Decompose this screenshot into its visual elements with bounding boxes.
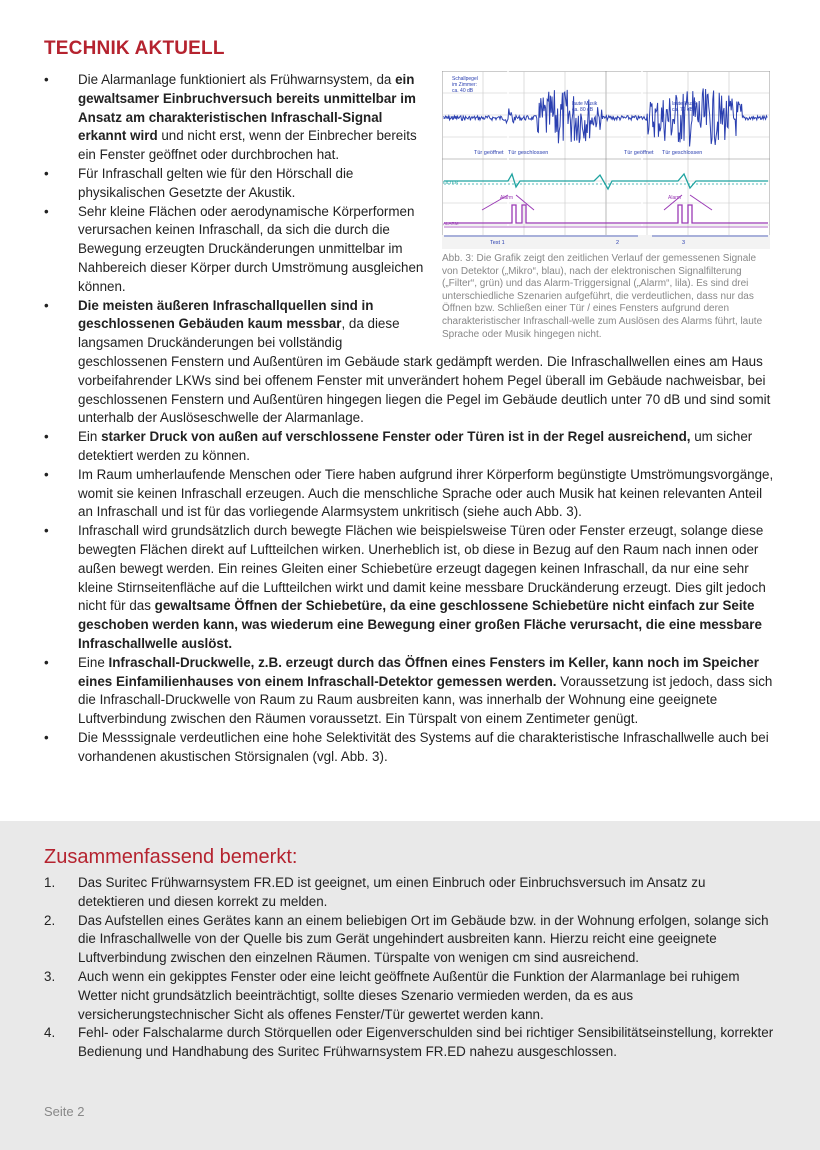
label-tuer-geschlossen-1: Tür geschlossen <box>508 150 549 156</box>
summary-item: 4. Fehl- oder Falschalarme durch Störquellen oder Eigenverschulden sind bei richtiger Sensibilitätseinstellung, korrekter Bedienung und Handhabung des Suritec Frühwarnsystem FR.ED nahezu ausgeschlossen. <box>44 1025 774 1060</box>
label-laute-musik-1: laute Musik <box>572 101 598 107</box>
bullet-list <box>44 71 774 766</box>
label-schallpegel: • Schallpegel <box>452 76 478 82</box>
list-item: • Für Infraschall gelten wie für den Hörschall die physikalischen Gesetzte der Akustik. <box>44 165 774 203</box>
label-tuer-geschlossen-2: Tür geschlossen <box>662 150 703 156</box>
label-test1: Test 1 <box>490 240 505 246</box>
label-db70: ca. 70 dB <box>672 107 694 113</box>
label-alarm-2: Alarm <box>668 195 682 201</box>
label-db40: ca. 40 dB <box>452 88 474 94</box>
label-laute-musik-2: laute Musik <box>672 101 698 107</box>
summary-item: 3. Auch wenn ein gekipptes Fenster oder eine leicht geöffnete Außentür die Funktion der Alarmanlage bei ruhigem Wetter nicht grundsätzlich beeinträchtigt, sollte dieses Szenario vermieden werden, da es aus versicherungstechnischer Sicht als offenes Fenster/Tür gewertet werden kann. <box>44 968 740 1022</box>
channel-alarm: ALARM <box>443 221 459 226</box>
list-item: • Eine Infraschall-Druckwelle, z.B. erzeugt durch das Öffnen eines Fensters im Keller, kann noch im Speicher eines Einfamilienhauses von einem Infraschall-Detektor gemessen werden. Voraussetzung ist jedoch, dass sich die Infraschall-Druckwelle von Raum zu Raum ausbreiten kann, was innerhalb der Wohnung eine geeignete Luftverbindung zwischen den Räumen voraussetzt. Ein Türspalt von einem Zentimeter genügt. <box>44 654 774 729</box>
figure-caption: Abb. 3: Die Grafik zeigt den zeitlichen Verlauf der gemessenen Signale von Detektor („Mikro“, blau), nach der elektronischen Signalfilterung („Filter“, grün) und das Alarm-Triggersignal („Alarm“, lila). Es sind drei unterschiedliche Szenarien aufgeführt, die verdeutlichen, dass nur das Öffnen bzw. Schließen einer Tür / eines Fensters aufgrund deren charakteristischer Infraschall-welle zum Auslösen des Alarms führt, laute Sprache oder Musik hingegen nicht. <box>442 253 763 340</box>
summary-title: Zusammenfassend bemerkt: <box>44 846 298 868</box>
label-test2: 2 <box>616 240 620 246</box>
list-item: • Ein starker Druck von außen auf verschlossene Fenster oder Türen ist in der Regel ausreichend, um sicher detektiert werden zu können. <box>44 428 774 466</box>
summary-list <box>44 874 774 1062</box>
list-item: • Die Messsignale verdeutlichen eine hohe Selektivität des Systems auf die charakteristische Infraschallwelle auch bei vorhandenen akustischen Störsignalen (vgl. Abb. 3). <box>44 729 774 767</box>
summary-item: 1. Das Suritec Frühwarnsystem FR.ED ist geeignet, um einen Einbruch oder Einbruchsversuch im Ansatz zu detektieren und diesen korrekt zu melden. <box>44 875 706 909</box>
channel-mikro: MIKRO <box>443 115 458 120</box>
summary-item: 2. Das Aufstellen eines Gerätes kann an einem beliebigen Ort im Gebäude bzw. in der Wohnung erfolgen, solange sich die Infraschallwelle von der Quelle bis zum Gerät ungehindert ausbreiten kann. Hierzu reicht eine geeignete Luftverbindung zwischen den einzelnen Räumen. Türspalte von wenigen cm sind ausreichend. <box>44 912 769 966</box>
page-number: Seite 2 <box>44 1104 85 1119</box>
list-item: • Sehr kleine Flächen oder aerodynamische Körperformen verursachen keinen Infraschall, da sich die durch die Bewegung erzeugten Druckänderungen unmittelbar im Nahbereich dieser Körper durch Umströmung ausgleichen können. <box>44 203 774 297</box>
page-title: TECHNIK AKTUELL <box>44 38 225 59</box>
list-item: • Im Raum umherlaufende Menschen oder Tiere haben aufgrund ihrer Körperform begünstigte Umströmungsvorgänge, womit sie keinen Infraschall erzeugen. Auch die menschliche Sprache oder auch Musik hat keinen relevanten Anteil an Infraschall und ist für das vorliegende Alarmsystem unkritisch (siehe auch Abb. 3). <box>44 466 774 522</box>
list-item: • Infraschall wird grundsätzlich durch bewegte Flächen wie beispielsweise Türen oder Fenster erzeugt, solange diese bewegten Flächen direkt auf Luftteilchen wirken. Unerheblich ist, ob diese in Bezug auf den Raum nach innen oder außen bewegt werden. Ein reines Gleiten einer Schiebetüre erzeugt dagegen keinen Infraschall, da nur eine sehr kleine Stirnseitenfläche auf die Luftteilchen wirkt und damit keine messbare Druckänderung erzeugt. Dies gilt jedoch nicht für das gewaltsame Öffnen der Schiebetüre, da eine geschlossene Schiebetüre nicht einfach zur Seite geschoben werden kann, was wiederum eine Bewegung einer großen Fläche verursacht, die eine messbare Infraschallwelle auslöst. <box>44 522 774 654</box>
label-db80: ca. 80 dB <box>572 107 594 113</box>
label-alarm-1: Alarm <box>500 195 514 201</box>
list-item: • Schallpegel im Zimmer: ca. 40 dB laute Musik ca. 80 dB laute Musik ca. 70 dB Tür geöffnet Tür geschlossen Tür geöffnet Tür geschlossen Test 1 2 3 Alarm Alarm MIKRO FILTER ALARM Abb. 3: Die Grafik zeigt den zeitlichen Verlauf der gemessenen Signale von Detektor („Mikro“, blau), nach der elektronischen Signalfilterung („Filter“, grün) und das Alarm-Triggersignal („Alarm“, lila). Es sind drei unterschiedliche Szenarien aufgeführt, die verdeutlichen, dass nur das Öffnen bzw. Schließen einer Tür / eines Fensters aufgrund deren charakteristischer Infraschall-welle zum Auslösen des Alarms führt, laute Sprache oder Musik hingegen nicht. Die Alarmanlage funktioniert als Frühwarnsystem, da ein gewaltsamer Einbruchversuch bereits unmittelbar im Ansatz am charakteristischen Infraschall-Signal erkannt wird und nicht erst, wenn der Einbrecher bereits ein Fenster geöffnet oder durchbrochen hat. <box>44 71 774 165</box>
label-test3: 3 <box>682 240 686 246</box>
channel-filter: FILTER <box>443 180 459 185</box>
list-item: • Die meisten äußeren Infraschallquellen sind in geschlossenen Gebäuden kaum messbar, da diese langsamen Druckänderungen bei vollständig geschlossenen Fenstern und Außentüren im Gebäude stark gedämpft werden. Die Infraschallwellen eines am Haus vorbeifahrender LKWs sind bei offenem Fenster mit unverändert hohem Pegel überall im Gebäude nachweisbar, bei geschlossenen Fenstern und Außentüren hingegen liegen die Pegel im Gebäude deutlich unter 70 dB und sind somit unterhalb der Auslöseschwelle der Alarmanlage. <box>44 297 774 429</box>
label-tuer-geoeffnet-1: Tür geöffnet <box>474 150 504 156</box>
label-im-zimmer: im Zimmer: <box>452 82 477 88</box>
label-tuer-geoeffnet-2: Tür geöffnet <box>624 150 654 156</box>
